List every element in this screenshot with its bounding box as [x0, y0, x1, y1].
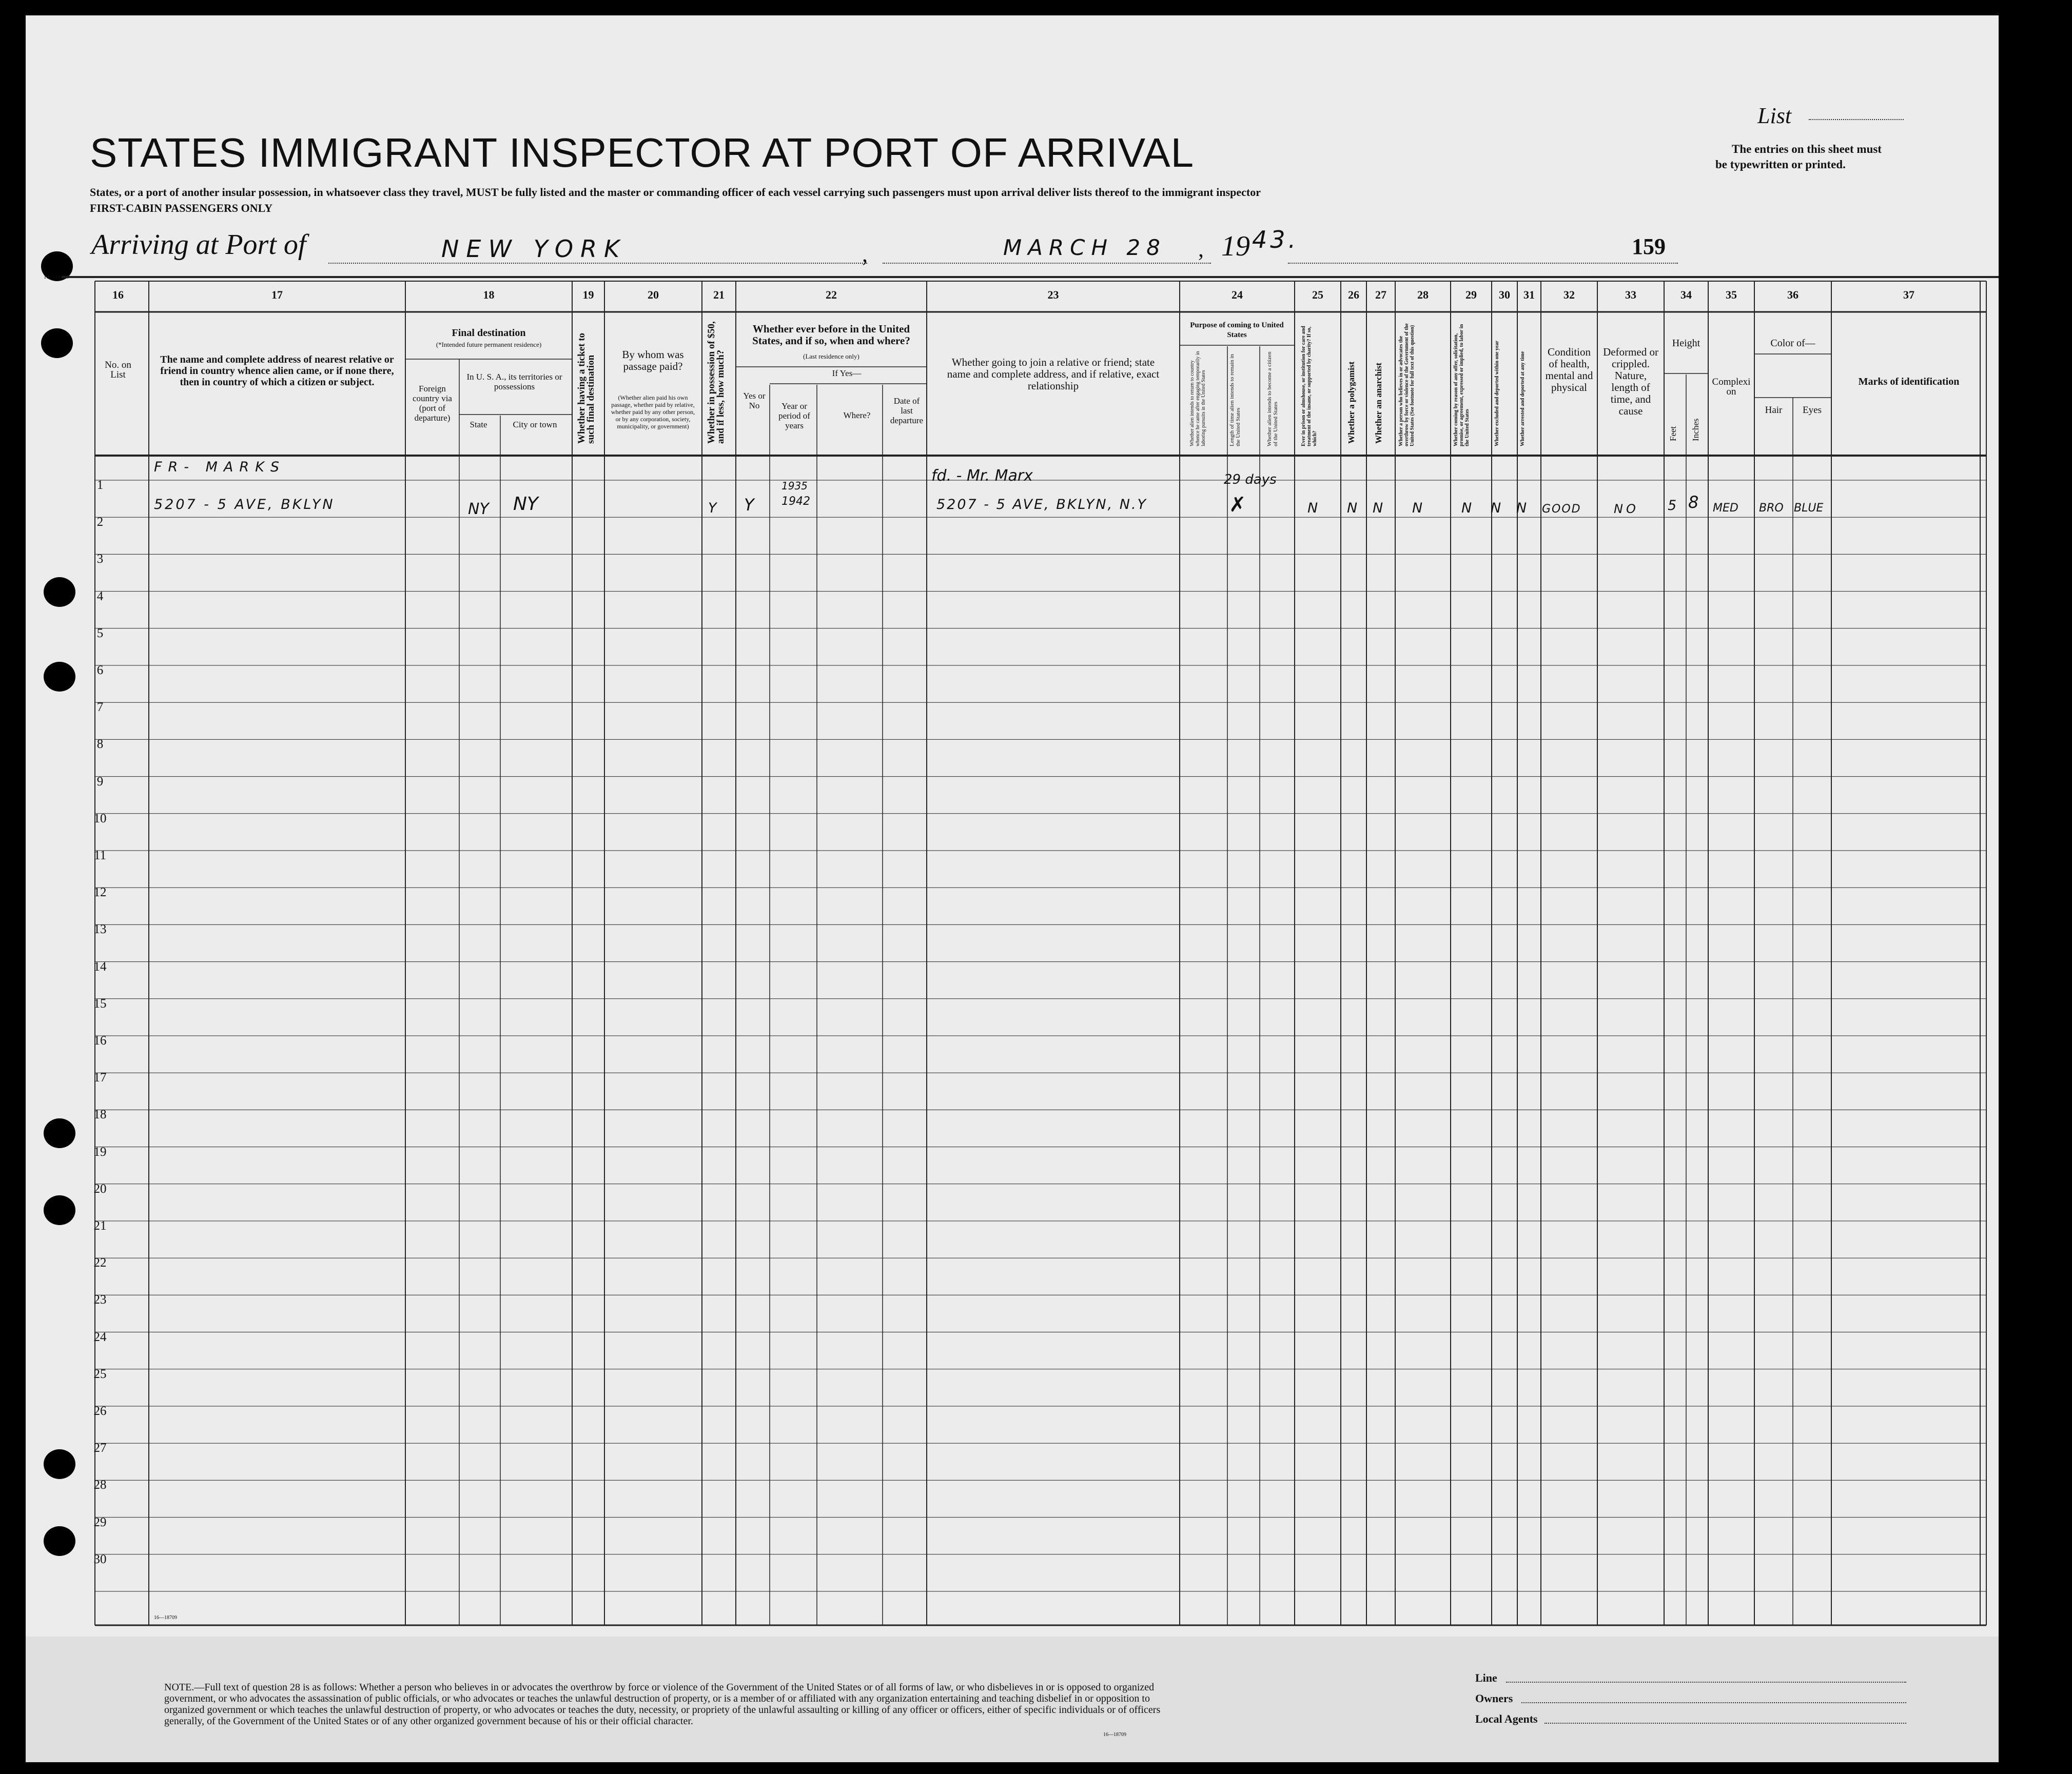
strike-mark: ✗ [1229, 493, 1246, 516]
column-number: 31 [1523, 288, 1535, 301]
row-number: 22 [93, 1256, 107, 1270]
row-number: 12 [93, 885, 107, 900]
column-number: 34 [1680, 288, 1692, 301]
entry-relative-line1: FR- MARKS [154, 459, 285, 475]
row-number: 26 [93, 1404, 107, 1418]
column-number: 27 [1375, 288, 1386, 301]
column-number: 18 [483, 288, 495, 301]
entry-eyes: BLUE [1794, 502, 1824, 515]
list-label: List [1757, 103, 1792, 128]
entry-city: NY [513, 494, 538, 515]
row-number: 23 [93, 1293, 107, 1307]
column-number: 22 [826, 288, 837, 301]
line-field [1506, 1682, 1906, 1683]
row-number: 17 [93, 1071, 107, 1085]
comma: , [1198, 236, 1204, 262]
row-number: 20 [93, 1181, 107, 1196]
row-number: 18 [93, 1108, 107, 1122]
column-number: 16 [112, 288, 124, 301]
header-condition: Condition of health, mental and physical [1545, 346, 1593, 393]
entry-join-line1: fd. - Mr. Marx [931, 467, 1033, 485]
entry-c25: N [1307, 500, 1318, 516]
entry-possession: Y [708, 500, 717, 516]
row-number: 14 [93, 959, 107, 974]
row-number: 25 [93, 1367, 107, 1381]
entry-c29: N [1461, 500, 1472, 516]
form-code: 16—18709 [1103, 1732, 1126, 1738]
row-number: 13 [93, 922, 107, 937]
entry-relative-line2: 5207 - 5 AVE, BKLYN [154, 497, 335, 513]
entries-note: be typewritten or printed. [1715, 158, 1846, 171]
header-inches: Inches [1691, 418, 1700, 441]
class-line: FIRST-CABIN PASSENGERS ONLY [90, 202, 273, 214]
header-hair: Hair [1765, 405, 1783, 416]
instructions-text: States, or a port of another insular possession, in whatsoever class they travel, MUST be fully listed and the master or commanding officer of each vessel carrying such passengers must upon arrival deliver lists thereof to the immigrant inspector [90, 186, 1261, 199]
header-no-on-list: No. on List [105, 360, 131, 380]
header-purpose: Purpose of coming to United States [1190, 321, 1284, 339]
year-field [1288, 263, 1678, 264]
entry-join-line2: 5207 - 5 AVE, BKLYN, N.Y [936, 497, 1148, 513]
entry-inches: 8 [1688, 492, 1699, 512]
header-nearest-relative: The name and complete address of nearest relative or friend in country whence alien came, or if none there, then in country of which a citizen or subject. [160, 354, 394, 388]
column-number: 26 [1348, 288, 1359, 301]
page-title: STATES IMMIGRANT INSPECTOR AT PORT OF ARRIVAL [90, 130, 1195, 175]
local-agents-label: Local Agents [1475, 1712, 1538, 1725]
header-ticket: Whether having a ticket to such final destination [576, 332, 596, 444]
header-final-destination: Final destination [452, 327, 526, 339]
entries-note: The entries on this sheet must [1732, 143, 1882, 155]
header-color-of: Color of— [1770, 338, 1815, 349]
header-deformed: Deformed or crippled. Nature, length of time, and cause [1603, 346, 1658, 417]
owners-field [1521, 1702, 1906, 1703]
row-number: 5 [96, 626, 104, 640]
header-passage-paid: By whom was passage paid? [622, 348, 684, 372]
header-marks: Marks of identification [1858, 376, 1960, 387]
column-number: 20 [648, 288, 659, 301]
header-possession: Whether in possession of $50, and if less, how much? [706, 321, 726, 444]
entry-state: NY [468, 500, 489, 518]
row-number: 2 [96, 515, 104, 529]
column-number: 25 [1312, 288, 1323, 301]
column-number: 32 [1563, 288, 1575, 301]
row-number: 4 [96, 589, 104, 603]
form-code: 16—18709 [154, 1615, 177, 1621]
row-number: 9 [96, 774, 104, 789]
column-number: 21 [713, 288, 725, 301]
column-number: 37 [1903, 288, 1914, 301]
column-number: 24 [1232, 288, 1243, 301]
row-number: 8 [96, 737, 104, 752]
header-c28: Whether a person who believes in or advocates the overthrow by force or violence of the Government of the United States (See footnote for full text of this question) [1398, 323, 1415, 446]
row-number: 28 [93, 1478, 107, 1492]
header-city: City or town [513, 420, 557, 429]
entry-complexion: MED [1713, 502, 1738, 515]
header-c30: Whether excluded and deported within one year [1494, 341, 1500, 446]
header-date-last-departure: Date of last departure [890, 396, 924, 425]
column-number: 19 [582, 288, 594, 301]
row-number: 24 [93, 1330, 107, 1344]
entry-deformed: NO [1614, 502, 1639, 516]
column-number: 23 [1047, 288, 1059, 301]
column-number: 17 [271, 288, 283, 301]
header-polygamist: Whether a polygamist [1346, 361, 1356, 444]
row-number: 7 [96, 700, 104, 715]
entry-c27: N [1373, 500, 1383, 516]
local-agents-field [1545, 1723, 1906, 1724]
row-number: 29 [93, 1515, 107, 1529]
line-label: Line [1475, 1671, 1497, 1684]
row-number: 16 [93, 1034, 107, 1048]
year-suffix: 43. [1252, 226, 1299, 253]
entry-c30: N [1491, 500, 1501, 516]
header-complexion: Complexion [1712, 377, 1751, 397]
row-number: 21 [93, 1219, 107, 1233]
row-number: 11 [93, 849, 107, 862]
column-number: 35 [1726, 288, 1737, 301]
row-number: 10 [93, 811, 107, 825]
row-number: 19 [93, 1145, 107, 1159]
row-number: 27 [93, 1441, 107, 1455]
header-feet: Feet [1668, 426, 1678, 441]
header-purpose-b: Length of time alien intends to remain in the United States [1229, 354, 1241, 446]
header-anarchist: Whether an anarchist [1374, 362, 1383, 444]
header-join-relative: Whether going to join a relative or friend; state name and complete address, and if relative, exact relationship [947, 356, 1160, 392]
header-in-usa: In U. S. A., its territories or possessions [466, 372, 562, 391]
entry-health: GOOD [1542, 503, 1581, 516]
port-value: NEW YORK [441, 235, 627, 263]
header-c25: Ever in prison or almshouse, or institution for care and treatment of the insane, or supported by charity? If so, which? [1301, 326, 1318, 446]
header-eyes: Eyes [1803, 405, 1822, 416]
entry-years-2: 1942 [781, 495, 810, 508]
header-year-period: Year or period of years [778, 401, 810, 430]
header-foreign-country: Foreign country via (port of departure) [413, 384, 452, 423]
row-number: 30 [93, 1552, 107, 1566]
header-ever-before: Whether ever before in the United States, and if so, when and where? [752, 323, 910, 347]
header-purpose-c: Whether alien intends to become a citizen of the United States [1266, 351, 1279, 446]
row-number: 6 [96, 663, 104, 677]
header-purpose-a: Whether alien intends to return to country whence he came after engaging temporarily in laboring pursuits in the United States [1189, 351, 1206, 446]
entry-feet: 5 [1668, 498, 1677, 514]
year-prefix: 19 [1221, 230, 1250, 262]
port-field [328, 263, 867, 264]
header-height: Height [1672, 338, 1700, 349]
footnote: NOTE.—Full text of question 28 is as follows: Whether a person who believes in or advocates the overthrow by force or violence of the Government of the United States or of all forms of law, or who disbelieves in or is opposed to organized government, or who advocates the assassination of public officials, or who advocates or teaches the unlawful destruction of property, or is a member of or affiliated with any organization entertaining and teaching disbelief in or opposition to organized government or which teaches the unlawful destruction of property, or who advocates or teaches the duty, necessity, or propriety of the unlawful assaulting or killing of any officer or officers, either of specific individuals or of officers generally, of the Government of the United States or of any other organized government because of his or their official character. [164, 1682, 1161, 1727]
entry-length-of-stay: 29 days [1224, 472, 1277, 487]
owners-label: Owners [1475, 1692, 1513, 1705]
date-value: MARCH 28 [1003, 235, 1166, 260]
list-field [1809, 119, 1904, 120]
column-number: 29 [1465, 288, 1477, 301]
column-number: 36 [1787, 288, 1799, 301]
arriving-label: Arriving at Port of [91, 229, 306, 261]
entry-hair: BRO [1759, 502, 1784, 515]
header-if-yes: If Yes— [832, 368, 862, 378]
comma: , [862, 242, 868, 267]
column-number: 28 [1417, 288, 1429, 301]
column-number: 30 [1499, 288, 1510, 301]
header-c31: Whether arrested and deported at any time [1520, 351, 1526, 446]
header-c29: Whether coming by reason of any offer, solicitation, promise, or agreement, expressed or implied, to labor in the United States [1453, 324, 1470, 446]
entry-c28: N [1412, 500, 1423, 516]
entry-c31: N [1516, 500, 1527, 516]
date-field [883, 263, 1211, 264]
entry-years-1: 1935 [781, 480, 808, 492]
row-number: 1 [96, 478, 104, 492]
header-final-destination-sub: (*Intended future permanent residence) [436, 341, 542, 348]
form-code: 16—18709 [44, 274, 69, 280]
header-yes-no: Yes or No [743, 391, 766, 410]
header-last-residence: (Last residence only) [803, 352, 859, 360]
header-state: State [470, 420, 487, 429]
row-number: 3 [96, 552, 104, 566]
header-passage-paid-sub: (Whether alien paid his own passage, whether paid by relative, whether paid by any other person, or by any corporation, society, municipality, or government) [611, 394, 695, 430]
page-number: 159 [1632, 234, 1666, 259]
entry-c26: N [1347, 500, 1358, 516]
entry-yes-no: Y [744, 495, 754, 515]
row-number: 15 [93, 996, 107, 1011]
column-number: 33 [1625, 288, 1636, 301]
header-where: Where? [843, 410, 871, 420]
